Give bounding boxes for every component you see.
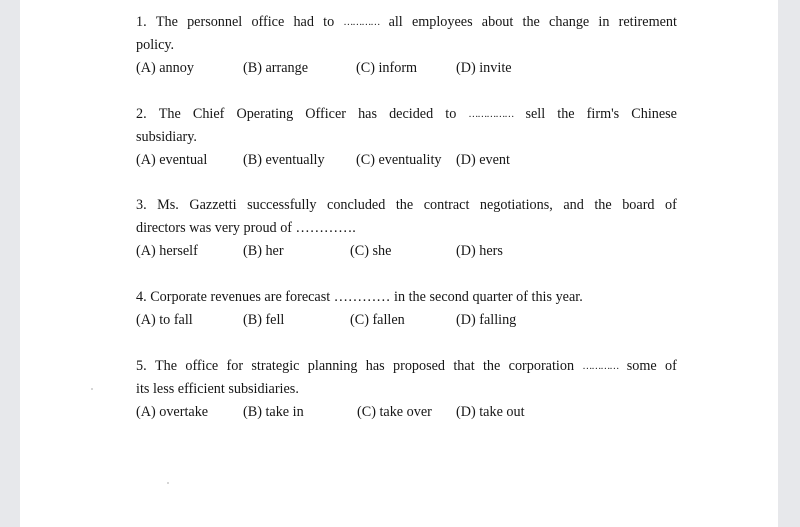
word: personnel: [187, 14, 243, 30]
word: has: [358, 106, 377, 122]
question-5-line-1: [136, 355, 677, 378]
word: employees: [411, 14, 473, 30]
option-c: (C) fallen: [350, 312, 405, 328]
question-5: [136, 355, 677, 424]
word: decided: [389, 106, 434, 122]
word: corporation: [508, 358, 575, 374]
word: successfully: [247, 197, 317, 213]
answer-blank: …………: [343, 17, 380, 28]
option-a: (A) to fall: [136, 312, 193, 328]
word: about: [481, 14, 514, 30]
option-a: (A) eventual: [136, 152, 208, 168]
option-b: (B) fell: [243, 312, 285, 328]
word: the: [594, 197, 612, 213]
word: contract: [423, 197, 470, 213]
word: Ms.: [157, 197, 179, 213]
question-1-options: [136, 57, 677, 80]
word: had: [293, 14, 314, 30]
word: the: [482, 358, 501, 374]
word: office: [251, 14, 285, 30]
option-a: (A) herself: [136, 243, 198, 259]
word: of: [665, 197, 677, 213]
word: to: [445, 106, 457, 122]
question-4: [136, 286, 677, 332]
question-2: [136, 103, 677, 172]
question-2-line-2: subsidiary.: [136, 129, 197, 145]
word: Operating: [236, 106, 294, 122]
question-2-line-1: [136, 103, 677, 126]
word: the: [557, 106, 575, 122]
question-4-line-1: 4. Corporate revenues are forecast ………… in the second quarter of this year.: [136, 289, 583, 305]
word: retirement: [618, 14, 677, 30]
scan-speck: [167, 482, 169, 484]
word: for: [226, 358, 244, 374]
word: to: [323, 14, 335, 30]
question-3-line-2: directors was very proud of ………….: [136, 220, 356, 236]
word: The: [155, 14, 178, 30]
option-d: (D) hers: [456, 243, 503, 259]
answer-blank: …………: [582, 361, 619, 372]
word: change: [549, 14, 590, 30]
question-5-line-2: its less efficient subsidiaries.: [136, 381, 299, 397]
option-b: (B) arrange: [243, 60, 308, 76]
word: sell: [525, 106, 546, 122]
question-1-line-2: policy.: [136, 37, 175, 53]
option-d: (D) take out: [456, 404, 525, 420]
word: some: [626, 358, 657, 374]
word: Officer: [305, 106, 346, 122]
question-2-options: [136, 149, 677, 172]
word: the: [395, 197, 414, 213]
word: of: [664, 358, 677, 374]
word: The: [154, 358, 178, 374]
question-3: [136, 194, 677, 263]
option-b: (B) eventually: [243, 152, 325, 168]
option-c: (C) eventuality: [356, 152, 442, 168]
word: office: [185, 358, 219, 374]
answer-blank: ……………: [468, 109, 514, 120]
option-a: (A) overtake: [136, 404, 209, 420]
option-c: (C) inform: [356, 60, 418, 76]
word: negotiations,: [479, 197, 553, 213]
word: 1.: [136, 14, 147, 30]
scan-speck: [91, 388, 93, 390]
word: proposed: [393, 358, 446, 374]
word: strategic: [251, 358, 300, 374]
word: firm's: [586, 106, 620, 122]
option-c: (C) take over: [357, 404, 432, 420]
question-3-options: [136, 240, 677, 263]
word: board: [622, 197, 655, 213]
word: in: [598, 14, 610, 30]
question-5-options: [136, 401, 677, 424]
word: The: [158, 106, 181, 122]
word: Chief: [192, 106, 225, 122]
option-a: (A) annoy: [136, 60, 194, 76]
document-page: [20, 0, 778, 527]
word: Gazzetti: [189, 197, 237, 213]
word: that: [453, 358, 475, 374]
option-d: (D) falling: [456, 312, 517, 328]
option-d: (D) invite: [456, 60, 512, 76]
word: Chinese: [631, 106, 677, 122]
word: the: [522, 14, 540, 30]
word: and: [563, 197, 584, 213]
word: has: [365, 358, 385, 374]
option-b: (B) her: [243, 243, 284, 259]
word: 5.: [136, 358, 147, 374]
option-b: (B) take in: [243, 404, 304, 420]
option-d: (D) event: [456, 152, 510, 168]
word: all: [388, 14, 403, 30]
question-1-line-1: [136, 11, 677, 34]
question-4-options: [136, 309, 677, 332]
option-c: (C) she: [350, 243, 392, 259]
question-1: [136, 11, 677, 80]
question-3-line-1: [136, 194, 677, 217]
word: planning: [307, 358, 358, 374]
word: 2.: [136, 106, 147, 122]
word: 3.: [136, 197, 147, 213]
word: concluded: [327, 197, 386, 213]
